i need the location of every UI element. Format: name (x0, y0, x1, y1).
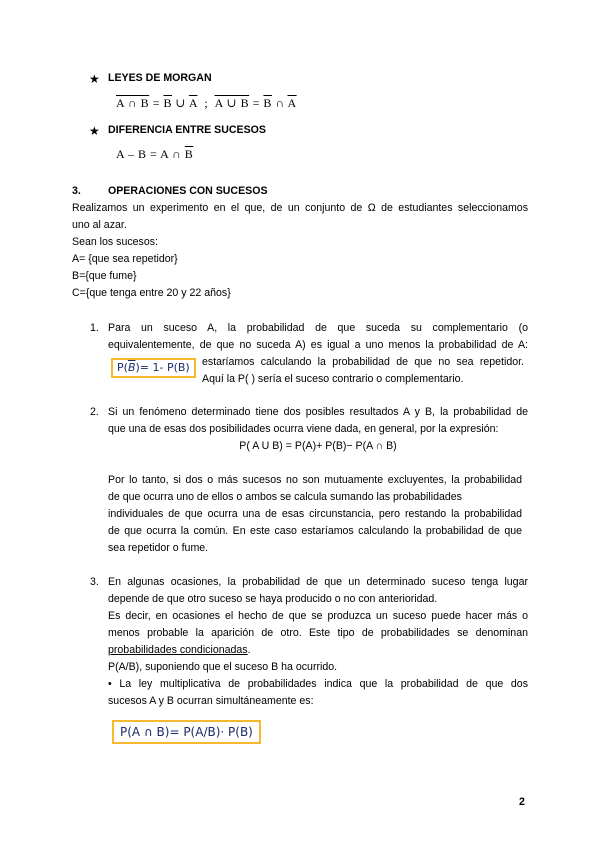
item3-line-1: En algunas ocasiones, la probabilidad de que un determinado suceso tenga lugar (108, 576, 528, 588)
item2-paragraph-line-4: de que ocurra la común. En este caso estaríamos calculando la probabilidad de que (108, 525, 522, 537)
item2-line-2: que una de esas dos posibilidades ocurra viene dada, en general, por la expresión: (108, 423, 499, 435)
sucesos-label: Sean los sucesos: (72, 236, 158, 248)
suceso-b: B={que fume} (72, 270, 137, 282)
item2-number: 2. (90, 406, 99, 418)
item1-number: 1. (90, 322, 99, 334)
probabilidades-condicionadas-term: probabilidades condicionadas (108, 644, 248, 656)
item2-line-1: Si un fenómeno determinado tiene dos posibles resultados A y B, la probabilidad de (108, 406, 528, 418)
suceso-a: A= {que sea repetidor} (72, 253, 178, 265)
intro-line-2: uno al azar. (72, 219, 127, 231)
diferencia-formula-b: $\overline{B}$ (184, 147, 194, 161)
section-number: 3. (72, 185, 81, 197)
morgan-title: LEYES DE MORGAN (108, 72, 212, 84)
item2-paragraph-line-1: Por lo tanto, si dos o más sucesos no son mutuamente excluyentes, la probabilidad (108, 474, 522, 486)
complement-formula-rest: )= 1- P(B) (135, 361, 190, 374)
morgan-eq2: = (249, 96, 264, 110)
morgan-rhs1c: $\overline{A}$ (188, 96, 198, 110)
morgan-rhs1a: $\overline{B}$ (163, 96, 172, 110)
item1-line-3: estaríamos calculando la probabilidad de que no sea repetidor. (202, 356, 524, 368)
star-bullet-icon: ★ (89, 72, 100, 86)
morgan-rhs2c: $\overline{A}$ (287, 96, 297, 110)
multiplicative-formula-box: P(A ∩ B)= P(A/B)· P(B) (112, 720, 261, 744)
item2-paragraph-line-3: individuales de que ocurra una de esas circunstancia, pero restando la probabilidad (108, 508, 522, 520)
item3-line-4: menos probable la aparición de otro. Este tipo de probabilidades se denominan (108, 627, 528, 639)
item3-line-8: sucesos A y B ocurran simultáneamente es: (108, 695, 314, 707)
diferencia-title: DIFERENCIA ENTRE SUCESOS (108, 124, 266, 136)
morgan-formula (116, 94, 297, 112)
star-bullet-icon: ★ (89, 124, 100, 138)
item2-paragraph-line-2: de que ocurra uno de ellos o ambos se calcula sumando las probabilidades (108, 491, 462, 503)
intro-line-1: Realizamos un experimento en el que, de un conjunto de Ω de estudiantes seleccionamos (72, 202, 528, 214)
morgan-lhs1: A ∩ B (116, 96, 150, 110)
item3-line-5 (108, 643, 251, 659)
item2-paragraph-line-5: sea repetidor o fume. (108, 542, 209, 554)
morgan-rhs2b: ∩ (271, 96, 288, 110)
item3-line-3: Es decir, en ocasiones el hecho de que se produzca un suceso puede hacer más o (108, 610, 528, 622)
item3-line-2: depende de que otro suceso se haya producido o no con anterioridad. (108, 593, 438, 605)
item3-line-5-end: . (247, 644, 251, 656)
item1-line-1: Para un suceso A, la probabilidad de que suceda su complementario (o (108, 322, 528, 334)
item1-line-4: Aquí la P( ) sería el suceso contrario o complementario. (202, 373, 464, 385)
complement-formula-box (111, 358, 196, 378)
morgan-rhs1b: ∪ (171, 96, 189, 110)
complement-formula-bar: $\overline{B}$ (127, 361, 136, 374)
diferencia-formula-a: A – B = A ∩ (116, 147, 185, 161)
diferencia-formula (116, 145, 193, 163)
item3-number: 3. (90, 576, 99, 588)
complement-formula-p: P( (117, 361, 128, 374)
item1-line-2: equivalentemente, de que no suceda A) es igual a uno menos la probabilidad de A: (108, 339, 528, 351)
suceso-c: C={que tenga entre 20 y 22 años} (72, 287, 231, 299)
item3-line-7: • La ley multiplicativa de probabilidades indica que la probabilidad de que dos (108, 678, 528, 690)
morgan-rhs2a: $\overline{B}$ (263, 96, 272, 110)
morgan-lhs2: A ∪ B (214, 96, 250, 110)
morgan-eq1: = (149, 96, 164, 110)
morgan-sep: ; (197, 96, 215, 110)
page-number: 2 (519, 796, 525, 808)
union-formula: P( A U B) = P(A)+ P(B)− P(A ∩ B) (239, 440, 397, 452)
item3-line-6: P(A/B), suponiendo que el suceso B ha ocurrido. (108, 661, 338, 673)
section-title: OPERACIONES CON SUCESOS (108, 185, 268, 197)
